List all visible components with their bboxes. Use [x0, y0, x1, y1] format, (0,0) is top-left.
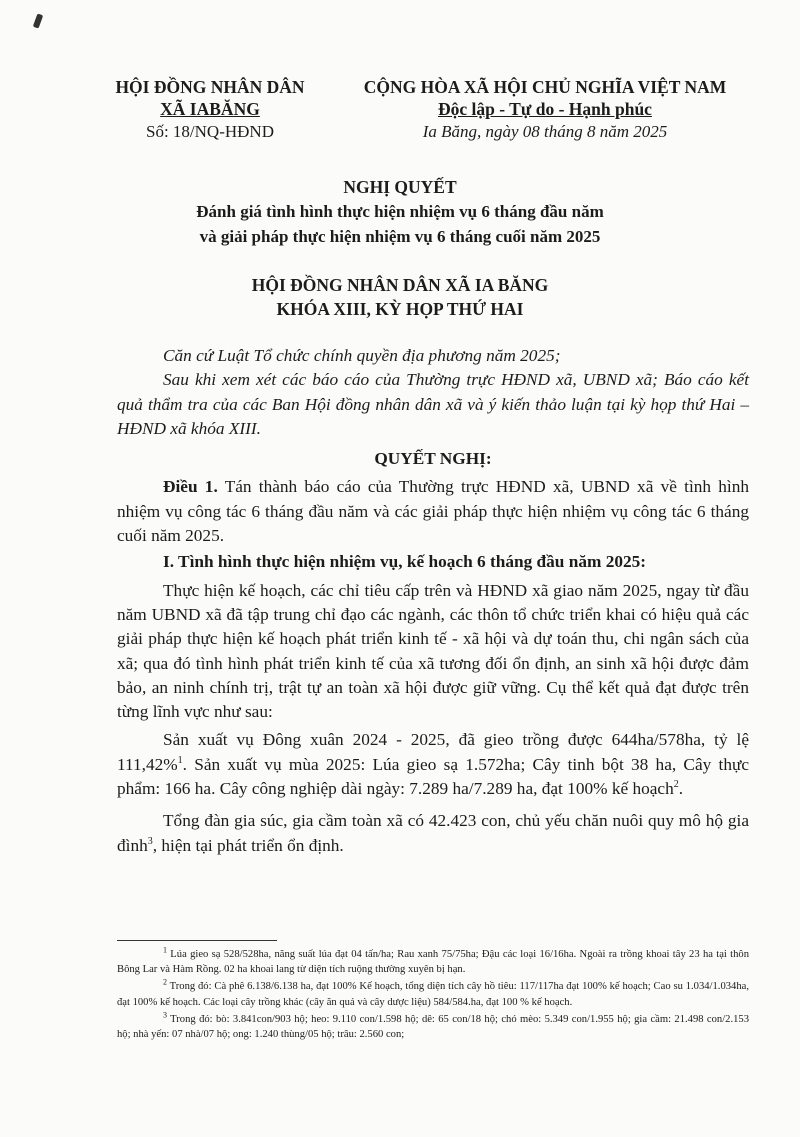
- issuer-commune: XÃ IABĂNG: [160, 99, 260, 119]
- footnote-2: [117, 979, 749, 1009]
- place-date: Ia Băng, ngày 08 tháng 8 năm 2025: [422, 122, 668, 141]
- scan-mark: [33, 13, 43, 28]
- issuing-body-line-1: HỘI ĐỒNG NHÂN DÂN XÃ IA BĂNG: [251, 275, 549, 295]
- section-1-paragraph-1: Thực hiện kế hoạch, các chỉ tiêu cấp trên và HĐND xã giao năm 2025, ngay từ đầu năm UBND xã đã tập trung chỉ đạo các ngành, các thôn tổ chức triển khai có hiệu quả các giải pháp thực hiện kế hoạch phát triển kinh tế - xã hội và dự toán thu, chi ngân sách của xã; qua đó tình hình phát triển kinh tế của xã tương đối ổn định, an sinh xã hội được đảm bảo, an ninh chính trị, trật tự an toàn xã hội được giữ vững. Cụ thể kết quả đạt được trên từng lĩnh vực như sau:: [117, 580, 749, 722]
- resolves-heading: QUYẾT NGHỊ:: [374, 449, 492, 469]
- footnote-2-number: 2: [163, 977, 167, 987]
- article-1-label: Điều 1.: [163, 477, 218, 497]
- footnote-3: [117, 1012, 749, 1042]
- footnote-1-text: Lúa gieo sạ 528/528ha, năng suất lúa đạt 04 tấn/ha; Rau xanh 75/75ha; Đậu các loại 16/16ha. Ngoài ra trồng khoai tây 23 ha tại thôn Bông Lar và Hàm Rồng. 02 ha khoai lang từ diện tích ruộng thường xuyên bị hạn.: [117, 949, 749, 976]
- issuer-org: HỘI ĐỒNG NHÂN DÂN: [115, 77, 305, 97]
- preamble-consideration: Sau khi xem xét các báo cáo của Thường trực HĐND xã, UBND xã; Báo cáo kết quả thẩm tra của các Ban Hội đồng nhân dân xã và ý kiến thảo luận tại kỳ họp thứ Hai – HĐND xã khóa XIII.: [117, 370, 749, 438]
- national-motto: Độc lập - Tự do - Hạnh phúc: [438, 99, 652, 119]
- preamble-basis: Căn cứ Luật Tổ chức chính quyền địa phương năm 2025;: [163, 346, 561, 365]
- country-name: CỘNG HÒA XÃ HỘI CHỦ NGHĨA VIỆT NAM: [363, 77, 727, 97]
- paragraph-3-part-b: , hiện tại phát triển ổn định.: [152, 835, 344, 855]
- document-subject-line-1: Đánh giá tình hình thực hiện nhiệm vụ 6 tháng đầu năm: [196, 202, 604, 221]
- section-1-paragraph-3: [117, 809, 749, 858]
- issuer-header: [95, 76, 325, 143]
- footnote-1-number: 1: [163, 945, 167, 955]
- paragraph-3-part-a: Tổng đàn gia súc, gia cầm toàn xã có 42.423 con, chủ yếu chăn nuôi quy mô hộ gia đình: [117, 811, 749, 855]
- footnote-ref-1: 1: [177, 754, 183, 766]
- section-1-paragraph-2: [117, 728, 749, 801]
- document-body: [117, 344, 749, 858]
- document-number: Số: 18/NQ-HĐND: [146, 122, 274, 141]
- footnote-divider: [117, 940, 277, 941]
- issuing-body: [60, 273, 740, 321]
- section-1-heading: I. Tình hình thực hiện nhiệm vụ, kế hoạch 6 tháng đầu năm 2025:: [163, 552, 647, 572]
- national-header: [340, 76, 750, 143]
- paragraph-2-part-b: . Sản xuất vụ mùa 2025: Lúa gieo sạ 1.572ha; Cây tinh bột 38 ha, Cây thực phẩm: 166 ha. Cây công nghiệp dài ngày: 7.289 ha/7.289 ha, đạt 100% kế hoạch: [117, 754, 749, 799]
- footnote-1: [117, 947, 749, 977]
- document-subject-line-2: và giải pháp thực hiện nhiệm vụ 6 tháng cuối năm 2025: [199, 227, 601, 246]
- footnote-3-number: 3: [163, 1010, 167, 1020]
- article-1-text: Tán thành báo cáo của Thường trực HĐND xã, UBND xã về tình hình nhiệm vụ công tác 6 tháng đầu năm và các giải pháp thực hiện nhiệm vụ công tác 6 tháng cuối năm 2025.: [117, 477, 749, 546]
- issuing-body-line-2: KHÓA XIII, KỲ HỌP THỨ HAI: [276, 299, 524, 319]
- paragraph-2-part-a: Sản xuất vụ Đông xuân 2024 - 2025, đã gieo trồng được 644ha/578ha, tỷ lệ 111,42%: [117, 730, 749, 774]
- document-title: [60, 175, 740, 249]
- document-type: NGHỊ QUYẾT: [343, 177, 457, 197]
- footnote-ref-2: 2: [673, 779, 679, 791]
- footnote-2-text: Trong đó: Cà phê 6.138/6.138 ha, đạt 100% Kế hoạch, tổng diện tích cây hồ tiêu: 117/117ha đạt 100% kế hoạch; Cao su 1.034/1.034ha, đạt 100% kế hoạch. Các loại cây trồng khác (cây ăn quả và cây dược liệu) 584/584.ha, đạt 100 % kế hoạch.: [117, 981, 749, 1008]
- footnote-3-text: Trong đó: bò: 3.841con/903 hộ; heo: 9.110 con/1.598 hộ; dê: 65 con/18 hộ; chó mèo: 5.349 con/1.955 hộ; gia cầm: 21.498 con/2.153 hộ; nhà yến: 07 nhà/07 hộ; ong: 1.240 thùng/05 hộ; trâu: 2.560 con;: [117, 1013, 749, 1041]
- footnotes: [117, 947, 749, 1044]
- paragraph-2-part-c: .: [678, 779, 684, 799]
- article-1: [117, 475, 749, 548]
- footnote-ref-3: 3: [147, 835, 153, 847]
